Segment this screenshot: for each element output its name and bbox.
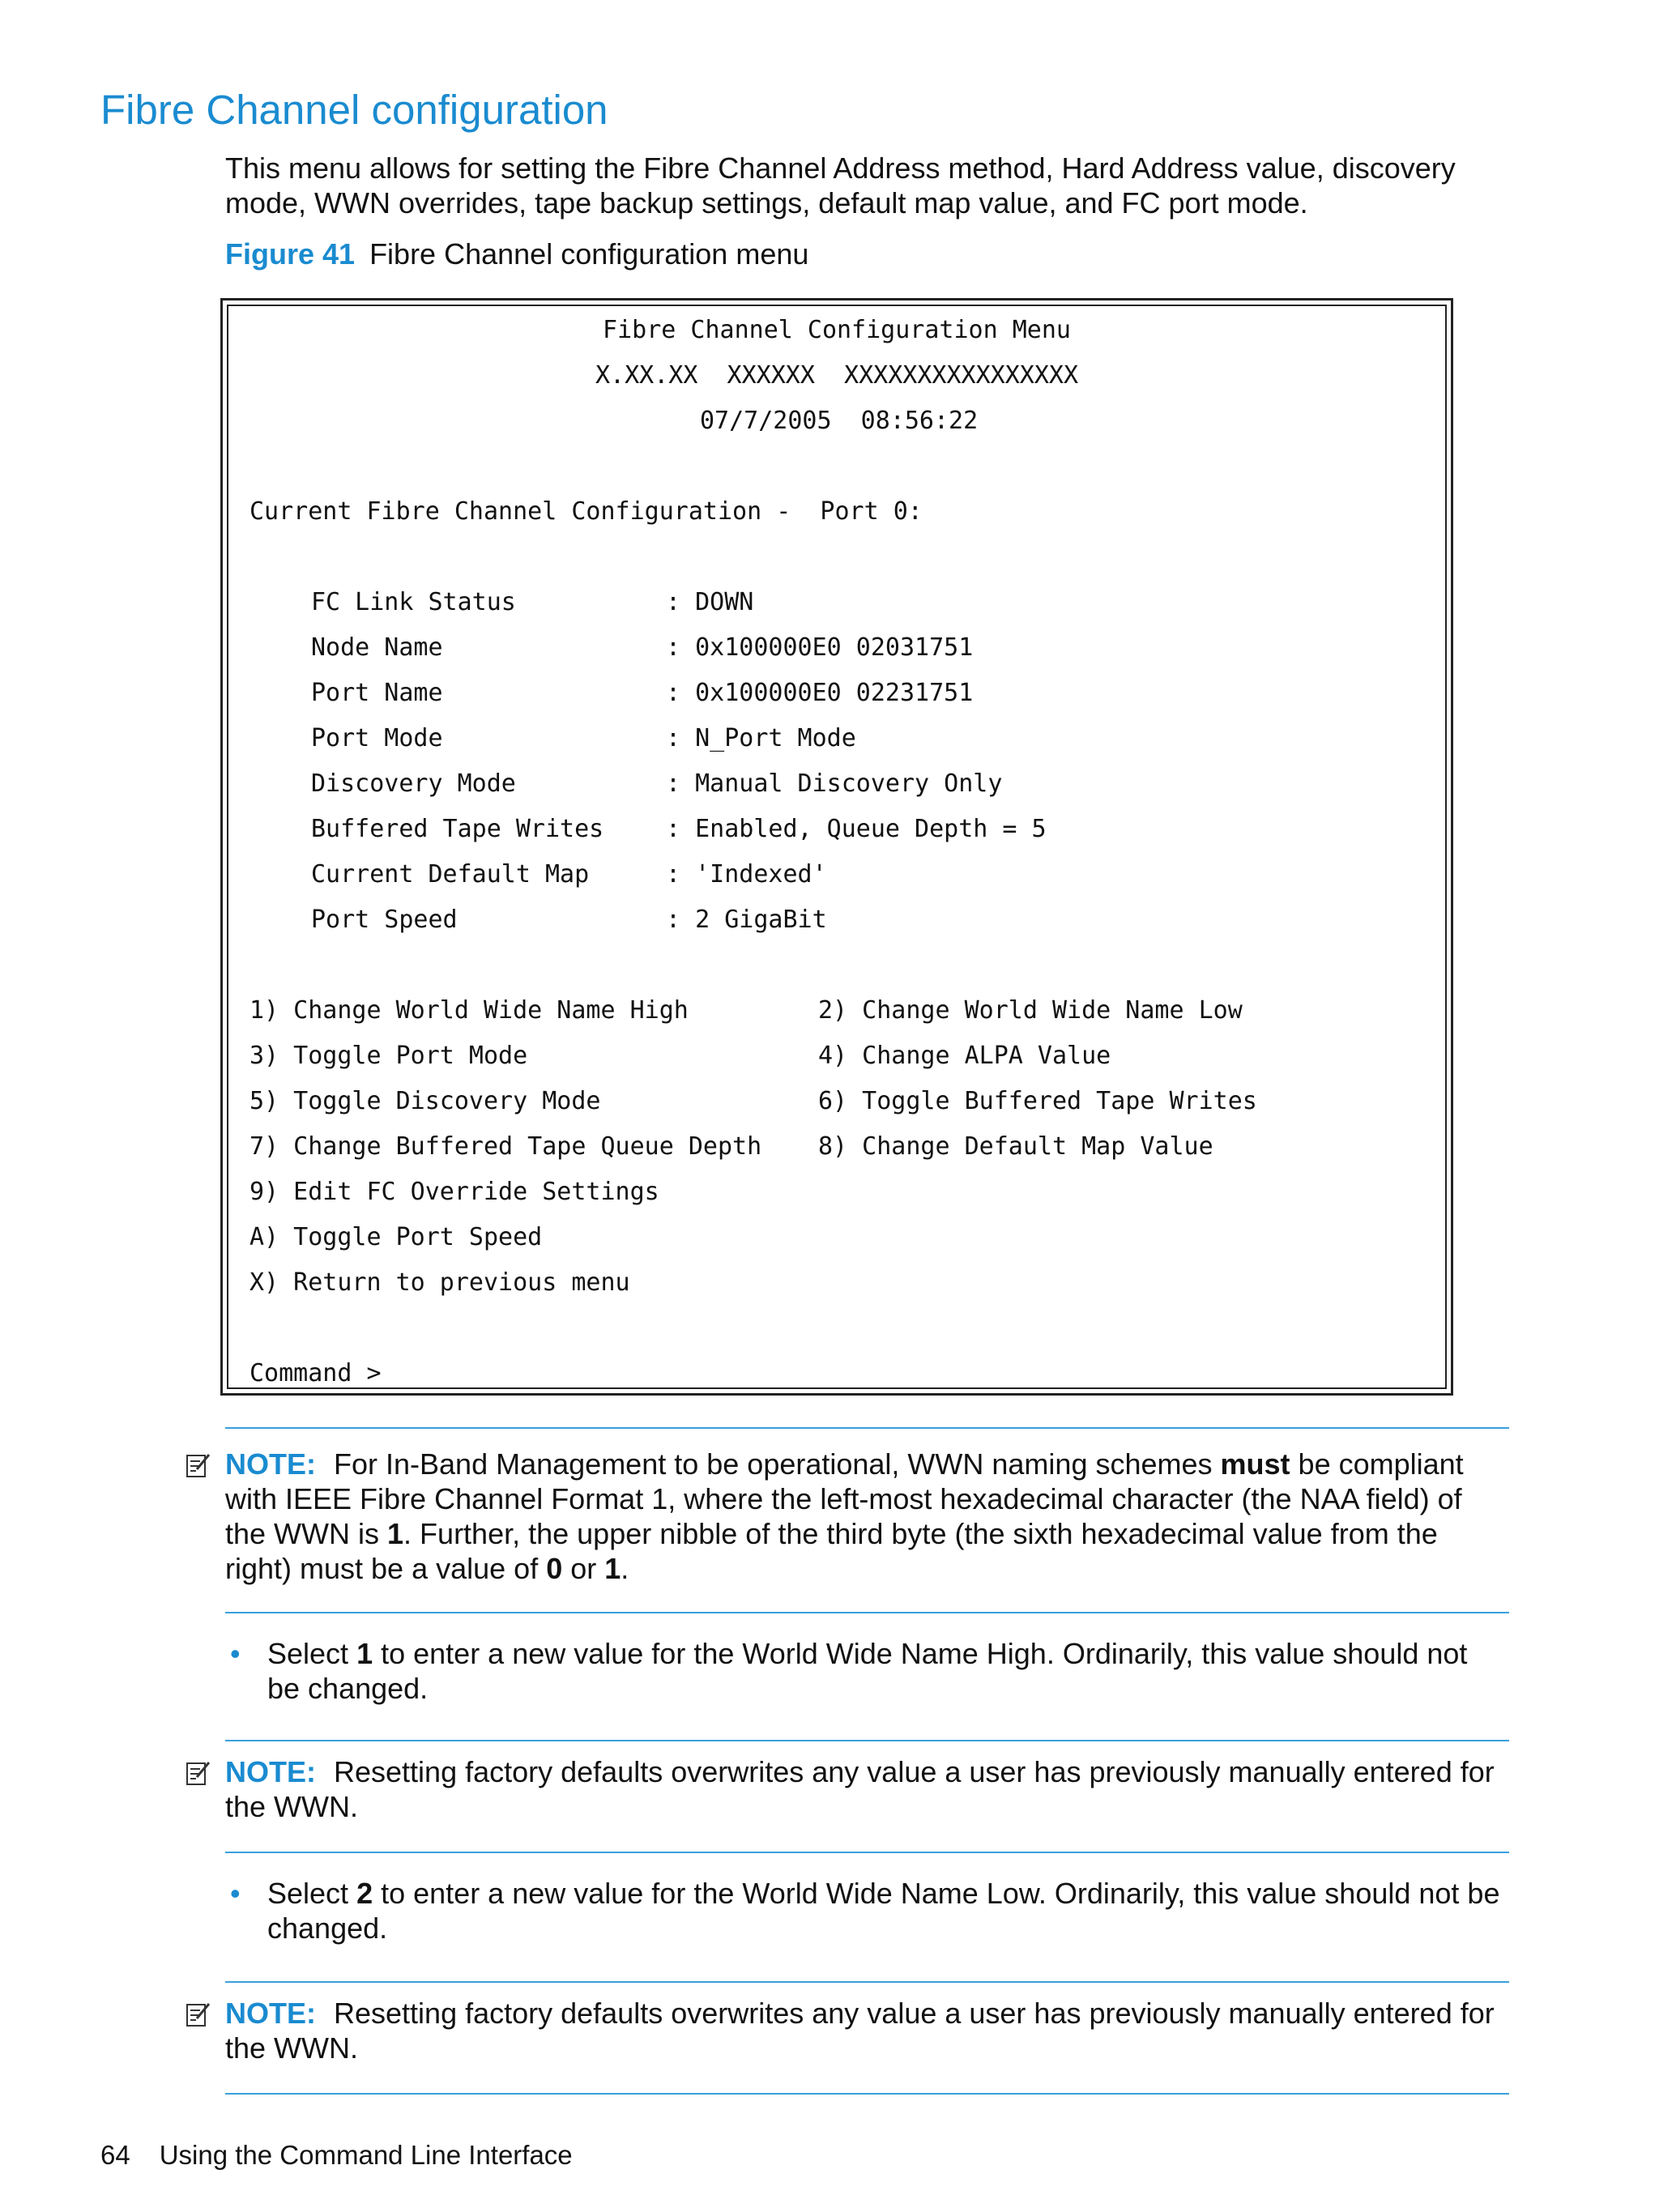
bullet-item bbox=[230, 1876, 1507, 1946]
note-block bbox=[225, 1447, 1505, 1586]
menu-option-7[interactable]: 7) Change Buffered Tape Queue Depth bbox=[249, 1132, 762, 1161]
field-label: Discovery Mode bbox=[311, 769, 516, 798]
menu-option-8[interactable]: 8) Change Default Map Value bbox=[818, 1132, 1213, 1161]
menu-option-1[interactable]: 1) Change World Wide Name High bbox=[249, 996, 689, 1025]
menu-option-2[interactable]: 2) Change World Wide Name Low bbox=[818, 996, 1243, 1025]
menu-option-5[interactable]: 5) Toggle Discovery Mode bbox=[249, 1087, 601, 1115]
note-text: For In-Band Management to be operational, WWN naming schemes bbox=[334, 1447, 1221, 1481]
menu-option-3[interactable]: 3) Toggle Port Mode bbox=[249, 1042, 528, 1070]
terminal-screen bbox=[227, 305, 1447, 1389]
note-label: NOTE: bbox=[225, 1755, 316, 1788]
note-pencil-icon bbox=[185, 1451, 212, 1479]
field-value: : 0x100000E0 02031751 bbox=[666, 633, 974, 662]
intro-paragraph: This menu allows for setting the Fibre Channel Address method, Hard Address value, discovery mode, WWN overrides, tape backup settings, default map value, and FC port mode. bbox=[225, 151, 1456, 219]
field-label: Port Mode bbox=[311, 724, 443, 752]
divider bbox=[225, 1981, 1509, 1983]
bullet-text: to enter a new value for the World Wide Name Low. Ordinarily, this value should not be changed. bbox=[267, 1877, 1500, 1945]
divider bbox=[225, 1427, 1509, 1429]
note-emphasis: 1 bbox=[387, 1517, 404, 1550]
menu-option-4[interactable]: 4) Change ALPA Value bbox=[818, 1042, 1111, 1070]
divider bbox=[225, 1852, 1509, 1853]
menu-option-a[interactable]: A) Toggle Port Speed bbox=[249, 1223, 543, 1251]
figure-caption bbox=[225, 237, 808, 271]
field-label: FC Link Status bbox=[311, 588, 516, 616]
footer-section: Using the Command Line Interface bbox=[159, 2140, 573, 2170]
field-value: : 2 GigaBit bbox=[666, 906, 827, 934]
note-text: Resetting factory defaults overwrites any value a user has previously manually entered for the WWN. bbox=[225, 1997, 1495, 2065]
note-text: . Further, the upper nibble of the third byte (the sixth hexadecimal value from the right) must be a value of bbox=[225, 1517, 1438, 1585]
note-block bbox=[225, 1754, 1505, 1824]
bullet-emphasis: 1 bbox=[356, 1637, 373, 1670]
figure-caption-text: Fibre Channel configuration menu bbox=[369, 237, 809, 271]
note-emphasis: 1 bbox=[604, 1552, 621, 1585]
field-value: : N_Port Mode bbox=[666, 724, 856, 752]
note-text: Resetting factory defaults overwrites any value a user has previously manually entered for the WWN. bbox=[225, 1755, 1495, 1823]
terminal-header: Fibre Channel Configuration Menu bbox=[603, 316, 1071, 344]
note-emphasis: 0 bbox=[546, 1552, 563, 1585]
field-value: : 'Indexed' bbox=[666, 860, 827, 889]
field-label: Port Name bbox=[311, 679, 443, 707]
page-footer bbox=[100, 2140, 573, 2171]
terminal-datetime: 07/7/2005 08:56:22 bbox=[700, 407, 979, 435]
field-label: Buffered Tape Writes bbox=[311, 815, 604, 843]
field-label: Port Speed bbox=[311, 906, 458, 934]
bullet-emphasis: 2 bbox=[356, 1877, 373, 1910]
note-text: . bbox=[621, 1552, 629, 1585]
bullet-item bbox=[230, 1636, 1507, 1706]
page-number: 64 bbox=[100, 2140, 130, 2170]
field-value: : 0x100000E0 02231751 bbox=[666, 679, 974, 707]
note-text: be compliant with IEEE Fibre Channel Format 1, where the left-most hexadecimal character (the NAA field) of the WWN is bbox=[225, 1447, 1464, 1550]
divider bbox=[225, 1612, 1509, 1613]
divider bbox=[225, 1740, 1509, 1741]
command-prompt[interactable]: Command > bbox=[249, 1359, 382, 1387]
menu-option-6[interactable]: 6) Toggle Buffered Tape Writes bbox=[818, 1087, 1257, 1115]
bullet-icon: • bbox=[230, 1877, 241, 1910]
note-pencil-icon bbox=[185, 1759, 212, 1787]
page-title: Fibre Channel configuration bbox=[100, 87, 608, 133]
menu-option-x[interactable]: X) Return to previous menu bbox=[249, 1268, 630, 1297]
menu-option-9[interactable]: 9) Edit FC Override Settings bbox=[249, 1178, 659, 1206]
note-label: NOTE: bbox=[225, 1997, 316, 2030]
terminal-window bbox=[220, 298, 1453, 1396]
note-pencil-icon bbox=[185, 2001, 212, 2028]
note-block bbox=[225, 1996, 1505, 2065]
bullet-icon: • bbox=[230, 1637, 241, 1670]
field-value: : DOWN bbox=[666, 588, 754, 616]
field-value: : Manual Discovery Only bbox=[666, 769, 1003, 798]
bullet-text: Select bbox=[267, 1877, 357, 1910]
bullet-text: to enter a new value for the World Wide Name High. Ordinarily, this value should not be changed. bbox=[267, 1637, 1468, 1705]
note-label: NOTE: bbox=[225, 1447, 316, 1481]
divider bbox=[225, 2093, 1509, 2095]
note-emphasis: must bbox=[1220, 1447, 1290, 1481]
field-label: Current Default Map bbox=[311, 860, 590, 889]
terminal-version: X.XX.XX XXXXXX XXXXXXXXXXXXXXXX bbox=[595, 361, 1079, 390]
figure-label: Figure 41 bbox=[225, 237, 356, 271]
field-value: : Enabled, Queue Depth = 5 bbox=[666, 815, 1047, 843]
terminal-current-config: Current Fibre Channel Configuration - Port 0: bbox=[249, 497, 923, 526]
note-text: or bbox=[562, 1552, 605, 1585]
bullet-text: Select bbox=[267, 1637, 357, 1670]
field-label: Node Name bbox=[311, 633, 443, 662]
